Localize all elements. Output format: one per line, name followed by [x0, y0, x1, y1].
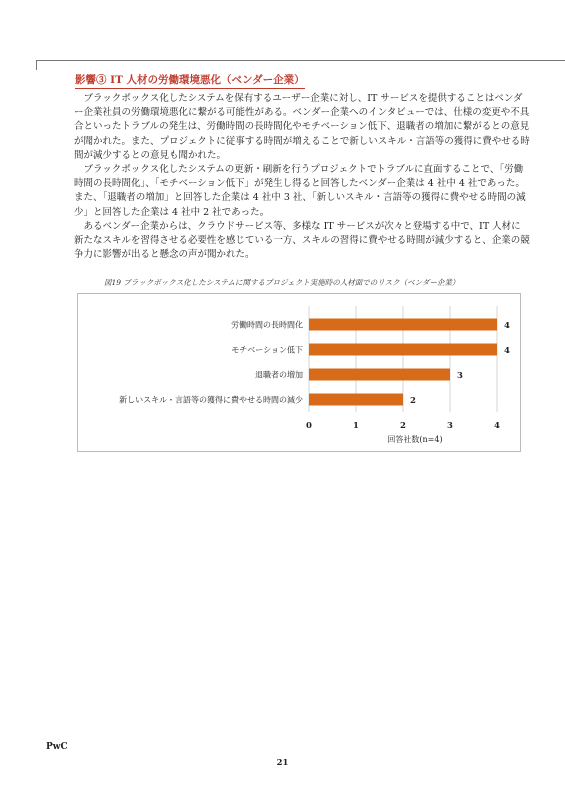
chart-canvas: [78, 294, 520, 451]
paragraph: ブラックボックス化したシステムを保有するユーザー企業に対し、IT サービスを提供することはベンダー企業社員の労働環境悪化に繋がる可能性がある。ベンダー企業へのインタビューでは、仕様の変更や不具合といったトラブルの発生は、労働時間の長時間化やモチベーション低下、退職者の増加に繋がるとの意見が聞かれた。また、プロジェクトに従事する時間が増えることで新しいスキル・言語等の獲得に費やせる時間が減少するとの意見も聞かれた。: [74, 93, 530, 161]
top-rule-tick: [36, 60, 37, 70]
x-tick-label: 0: [306, 421, 312, 431]
paragraph: あるベンダー企業からは、クラウドサービス等、多様な IT サービスが次々と登場する中で、IT 人材に新たなスキルを習得させる必要性を感じている一方、スキルの習得に費やせる時間が減少すると、企業の競争力に影響が出ると懸念の声が聞かれた。: [74, 220, 530, 261]
top-rule: [36, 60, 565, 61]
data-label: 2: [410, 396, 416, 406]
category-label: 退職者の増加: [255, 370, 303, 380]
body-text: [74, 92, 530, 262]
section-heading: 影響③ IT 人材の労働環境悪化（ベンダー企業）: [75, 72, 305, 89]
footer-brand: PwC: [46, 742, 68, 752]
x-tick-label: 4: [494, 421, 500, 431]
bar-chart: [77, 293, 521, 452]
data-label: 4: [504, 321, 510, 331]
x-axis-title: 回答社数(n=4): [387, 435, 443, 444]
bar: [309, 344, 497, 356]
x-tick-label: 2: [400, 421, 406, 431]
bar: [309, 369, 450, 381]
figure-caption: 図19 ブラックボックス化したシステムに関するプロジェクト実施時の人材面でのリスク（ベンダー企業）: [104, 278, 460, 287]
page-number: 21: [276, 758, 289, 768]
category-label: 労働時間の長時間化: [231, 320, 303, 330]
paragraph: ブラックボックス化したシステムの更新・刷新を行うプロジェクトでトラブルに直面することで、「労働時間の長時間化」、「モチベーション低下」が発生し得ると回答したベンダー企業は 4 社中 4 社であった。また、「退職者の増加」と回答した企業は 4 社中 3 社、「新しいスキル・言語等の獲得に費やせる時間の減少」と回答した企業は 4 社中 2 社であった。: [74, 164, 526, 218]
bar: [309, 319, 497, 331]
x-tick-label: 3: [447, 421, 453, 431]
data-label: 3: [457, 371, 463, 381]
x-tick-label: 1: [353, 421, 359, 431]
category-label: 新しいスキル・言語等の獲得に費やせる時間の減少: [119, 395, 303, 405]
category-label: モチベーション低下: [231, 345, 303, 355]
data-label: 4: [504, 346, 510, 356]
bar: [309, 394, 403, 406]
